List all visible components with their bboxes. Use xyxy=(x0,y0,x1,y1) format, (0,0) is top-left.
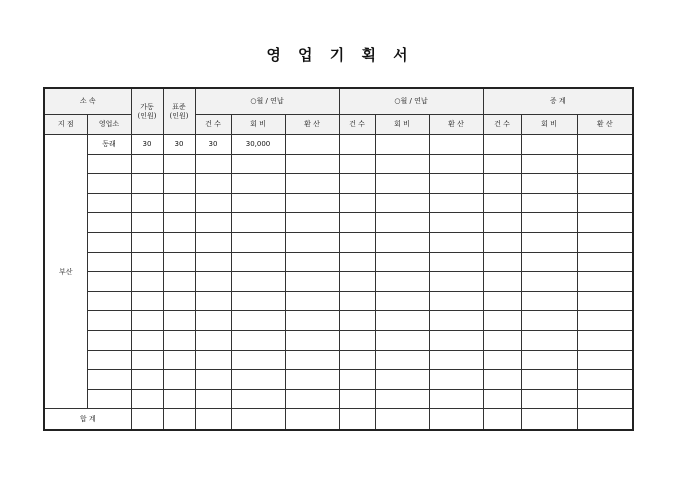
count-cell xyxy=(483,252,521,272)
table-row xyxy=(44,272,633,292)
capacity-cell xyxy=(131,174,163,194)
table-row xyxy=(44,311,633,331)
convert-cell xyxy=(429,311,483,331)
standard-cell xyxy=(163,154,195,174)
standard-cell xyxy=(163,213,195,233)
convert-header: 환 산 xyxy=(429,115,483,135)
capacity-cell: 30 xyxy=(131,135,163,155)
count-cell xyxy=(339,193,375,213)
sales-plan-table xyxy=(43,87,634,431)
total-cell xyxy=(195,409,231,431)
convert-cell xyxy=(285,154,339,174)
office-cell xyxy=(87,291,131,311)
count-cell xyxy=(195,154,231,174)
fee-cell xyxy=(231,389,285,409)
table-row xyxy=(44,350,633,370)
office-cell xyxy=(87,213,131,233)
standard-header-line1: 표준 xyxy=(172,103,186,112)
table-row xyxy=(44,213,633,233)
capacity-cell xyxy=(131,350,163,370)
fee-cell xyxy=(375,330,429,350)
fee-cell xyxy=(521,232,577,252)
table-row xyxy=(44,252,633,272)
office-cell xyxy=(87,311,131,331)
office-cell xyxy=(87,389,131,409)
capacity-cell xyxy=(131,154,163,174)
count-cell xyxy=(195,174,231,194)
count-header: 건 수 xyxy=(195,115,231,135)
fee-cell xyxy=(521,213,577,233)
total-cell xyxy=(231,409,285,431)
fee-cell xyxy=(521,370,577,390)
count-cell xyxy=(195,311,231,331)
standard-cell xyxy=(163,330,195,350)
count-cell xyxy=(339,252,375,272)
fee-cell: 30,000 xyxy=(231,135,285,155)
standard-cell: 30 xyxy=(163,135,195,155)
convert-cell xyxy=(577,311,633,331)
table-row xyxy=(44,135,633,155)
fee-cell xyxy=(231,154,285,174)
standard-cell xyxy=(163,370,195,390)
count-cell xyxy=(483,232,521,252)
total-row xyxy=(44,409,633,431)
standard-cell xyxy=(163,311,195,331)
affiliation-header: 소 속 xyxy=(44,88,131,115)
capacity-header xyxy=(131,88,163,135)
convert-cell xyxy=(429,291,483,311)
convert-cell xyxy=(577,389,633,409)
total-cell xyxy=(163,409,195,431)
fee-cell xyxy=(375,174,429,194)
fee-header: 회 비 xyxy=(375,115,429,135)
count-cell xyxy=(195,272,231,292)
count-header: 건 수 xyxy=(483,115,521,135)
convert-cell xyxy=(285,291,339,311)
count-cell xyxy=(483,174,521,194)
count-cell xyxy=(483,311,521,331)
count-cell xyxy=(483,350,521,370)
convert-cell xyxy=(285,370,339,390)
total-cell xyxy=(483,409,521,431)
fee-cell xyxy=(231,193,285,213)
fee-cell xyxy=(521,311,577,331)
table-row xyxy=(44,330,633,350)
convert-cell xyxy=(577,350,633,370)
total-cell xyxy=(521,409,577,431)
capacity-cell xyxy=(131,370,163,390)
count-cell xyxy=(339,213,375,233)
standard-cell xyxy=(163,193,195,213)
office-cell xyxy=(87,350,131,370)
count-cell xyxy=(483,154,521,174)
count-cell xyxy=(339,330,375,350)
table-row xyxy=(44,389,633,409)
fee-cell xyxy=(231,291,285,311)
table-row xyxy=(44,232,633,252)
total-label: 합 계 xyxy=(44,409,131,431)
fee-cell xyxy=(521,174,577,194)
convert-header: 환 산 xyxy=(577,115,633,135)
convert-cell xyxy=(429,370,483,390)
fee-cell xyxy=(375,213,429,233)
table-row xyxy=(44,370,633,390)
fee-cell xyxy=(375,389,429,409)
fee-cell xyxy=(521,193,577,213)
fee-cell xyxy=(521,252,577,272)
convert-cell xyxy=(285,272,339,292)
capacity-cell xyxy=(131,291,163,311)
fee-cell xyxy=(375,291,429,311)
count-cell xyxy=(339,272,375,292)
fee-cell xyxy=(231,252,285,272)
fee-cell xyxy=(231,330,285,350)
standard-header-line2: (인원) xyxy=(169,111,189,120)
count-cell xyxy=(483,291,521,311)
convert-cell xyxy=(429,135,483,155)
convert-cell xyxy=(429,154,483,174)
standard-header xyxy=(163,88,195,135)
convert-cell xyxy=(429,350,483,370)
convert-cell xyxy=(577,330,633,350)
convert-cell xyxy=(577,291,633,311)
convert-cell xyxy=(285,252,339,272)
convert-header: 환 산 xyxy=(285,115,339,135)
office-header: 영업소 xyxy=(87,115,131,135)
capacity-cell xyxy=(131,311,163,331)
fee-cell xyxy=(231,213,285,233)
count-cell xyxy=(339,350,375,370)
total-cell xyxy=(131,409,163,431)
standard-cell xyxy=(163,350,195,370)
count-cell xyxy=(483,213,521,233)
header-row-1 xyxy=(44,88,633,115)
table-row xyxy=(44,154,633,174)
total-cell xyxy=(339,409,375,431)
standard-cell xyxy=(163,232,195,252)
convert-cell xyxy=(429,389,483,409)
count-cell xyxy=(195,350,231,370)
fee-cell xyxy=(521,135,577,155)
fee-header: 회 비 xyxy=(521,115,577,135)
convert-cell xyxy=(285,311,339,331)
fee-cell xyxy=(231,350,285,370)
fee-cell xyxy=(375,232,429,252)
fee-cell xyxy=(375,135,429,155)
convert-cell xyxy=(429,174,483,194)
convert-cell xyxy=(577,272,633,292)
count-cell xyxy=(483,135,521,155)
count-cell xyxy=(339,135,375,155)
office-cell xyxy=(87,252,131,272)
count-cell xyxy=(483,330,521,350)
count-cell xyxy=(483,193,521,213)
count-cell xyxy=(339,370,375,390)
fee-cell xyxy=(231,370,285,390)
capacity-cell xyxy=(131,252,163,272)
count-cell: 30 xyxy=(195,135,231,155)
month-group-2-header: ○월 / 연납 xyxy=(339,88,483,115)
fee-cell xyxy=(375,193,429,213)
convert-cell xyxy=(285,193,339,213)
fee-cell xyxy=(231,232,285,252)
count-cell xyxy=(483,272,521,292)
capacity-cell xyxy=(131,272,163,292)
total-cell xyxy=(285,409,339,431)
convert-cell xyxy=(429,193,483,213)
fee-cell xyxy=(521,291,577,311)
office-cell xyxy=(87,174,131,194)
capacity-cell xyxy=(131,232,163,252)
count-cell xyxy=(195,370,231,390)
office-cell xyxy=(87,272,131,292)
capacity-header-line2: (인원) xyxy=(137,111,157,120)
table-row xyxy=(44,174,633,194)
count-cell xyxy=(339,291,375,311)
office-cell xyxy=(87,193,131,213)
standard-cell xyxy=(163,389,195,409)
fee-cell xyxy=(375,154,429,174)
branch-header: 지 점 xyxy=(44,115,87,135)
fee-cell xyxy=(521,350,577,370)
office-cell xyxy=(87,232,131,252)
count-cell xyxy=(339,154,375,174)
fee-header: 회 비 xyxy=(231,115,285,135)
count-cell xyxy=(339,232,375,252)
count-cell xyxy=(483,389,521,409)
total-cell xyxy=(577,409,633,431)
office-cell: 동래 xyxy=(87,135,131,155)
count-cell xyxy=(195,330,231,350)
standard-cell xyxy=(163,252,195,272)
branch-cell: 부산 xyxy=(44,135,87,409)
convert-cell xyxy=(429,252,483,272)
table-row xyxy=(44,193,633,213)
capacity-cell xyxy=(131,330,163,350)
convert-cell xyxy=(577,213,633,233)
capacity-header-line1: 가동 xyxy=(140,103,154,112)
count-cell xyxy=(195,291,231,311)
month-group-1-header: ○월 / 연납 xyxy=(195,88,339,115)
fee-cell xyxy=(521,154,577,174)
convert-cell xyxy=(429,272,483,292)
cumulative-group-header: 증 계 xyxy=(483,88,633,115)
count-cell xyxy=(339,389,375,409)
fee-cell xyxy=(375,252,429,272)
convert-cell xyxy=(285,213,339,233)
convert-cell xyxy=(285,174,339,194)
total-cell xyxy=(429,409,483,431)
standard-cell xyxy=(163,272,195,292)
total-cell xyxy=(375,409,429,431)
fee-cell xyxy=(375,350,429,370)
count-cell xyxy=(195,193,231,213)
office-cell xyxy=(87,330,131,350)
fee-cell xyxy=(231,311,285,331)
capacity-cell xyxy=(131,193,163,213)
office-cell xyxy=(87,370,131,390)
convert-cell xyxy=(285,389,339,409)
fee-cell xyxy=(521,389,577,409)
standard-cell xyxy=(163,291,195,311)
count-cell xyxy=(195,213,231,233)
convert-cell xyxy=(285,330,339,350)
fee-cell xyxy=(231,272,285,292)
count-cell xyxy=(339,174,375,194)
office-cell xyxy=(87,154,131,174)
fee-cell xyxy=(375,311,429,331)
count-cell xyxy=(195,252,231,272)
convert-cell xyxy=(577,370,633,390)
fee-cell xyxy=(375,272,429,292)
convert-cell xyxy=(577,232,633,252)
count-cell xyxy=(195,232,231,252)
convert-cell xyxy=(429,232,483,252)
count-header: 건 수 xyxy=(339,115,375,135)
convert-cell xyxy=(577,135,633,155)
convert-cell xyxy=(429,330,483,350)
fee-cell xyxy=(521,330,577,350)
convert-cell xyxy=(577,252,633,272)
fee-cell xyxy=(231,174,285,194)
fee-cell xyxy=(521,272,577,292)
convert-cell xyxy=(285,135,339,155)
document-title: 영 업 기 획 서 xyxy=(266,46,414,64)
convert-cell xyxy=(285,350,339,370)
capacity-cell xyxy=(131,213,163,233)
convert-cell xyxy=(429,213,483,233)
convert-cell xyxy=(285,232,339,252)
table-row xyxy=(44,291,633,311)
convert-cell xyxy=(577,174,633,194)
count-cell xyxy=(483,370,521,390)
count-cell xyxy=(195,389,231,409)
convert-cell xyxy=(577,154,633,174)
capacity-cell xyxy=(131,389,163,409)
fee-cell xyxy=(375,370,429,390)
standard-cell xyxy=(163,174,195,194)
convert-cell xyxy=(577,193,633,213)
count-cell xyxy=(339,311,375,331)
